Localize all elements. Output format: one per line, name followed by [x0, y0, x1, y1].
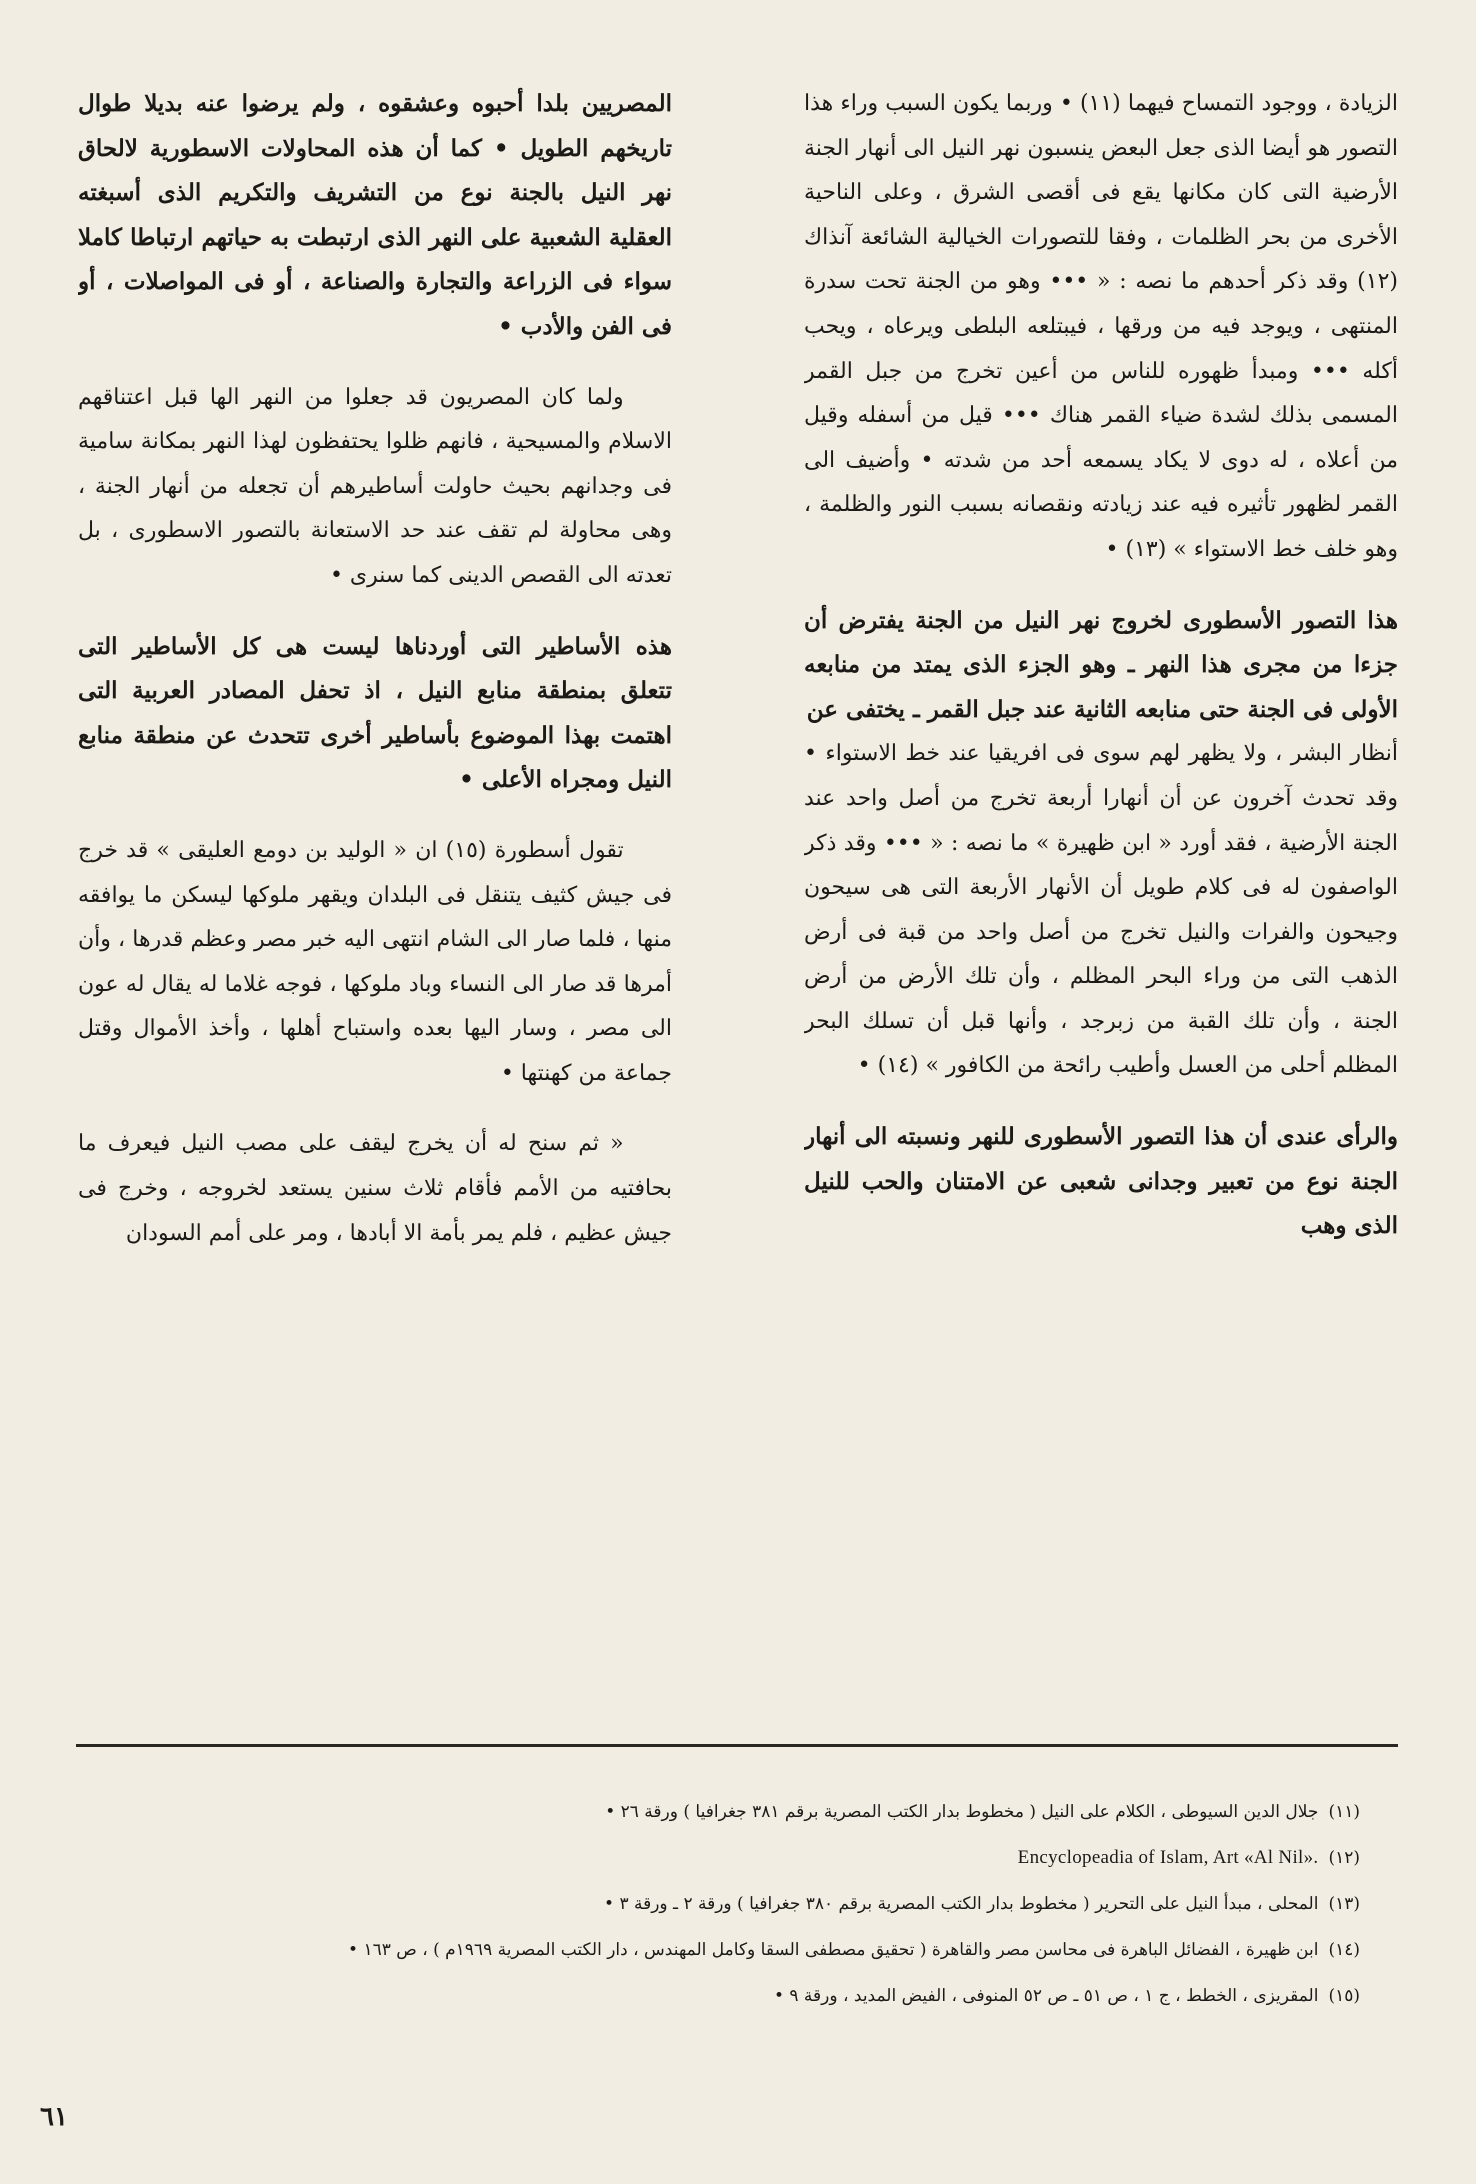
- footnote-number: (١٥): [1328, 1986, 1360, 2006]
- footnote-text: جلال الدين السيوطى ، الكلام على النيل ( مخطوط بدار الكتب المصرية برقم ٣٨١ جغرافيا ) ورقة ٢٦ •: [605, 1802, 1319, 1822]
- bold-paragraph: والرأى عندى أن هذا التصور الأسطورى للنهر ونسبته الى أنهار الجنة نوع من تعبير وجدانى شعبى عن الامتنان والحب للنيل الذى وهب: [804, 1123, 1398, 1240]
- footnote: [96, 1976, 1360, 2016]
- footnotes: [96, 1792, 1360, 2022]
- bold-paragraph: هذا التصور الأسطورى لخروج نهر النيل من الجنة يفترض أن جزءا من مجرى هذا النهر ـ وهو الجزء الذى يمتد من منابعه الأولى فى الجنة حتى منابعه الثانية عند جبل القمر ـ يختفى عن: [804, 606, 1398, 723]
- footnote: [96, 1792, 1360, 1832]
- footnote-number: (١٢): [1328, 1848, 1360, 1868]
- footnote: [96, 1930, 1360, 1970]
- bold-paragraph: المصريين بلدا أحبوه وعشقوه ، ولم يرضوا عنه بديلا طوال تاريخهم الطويل • كما أن هذه المحاولات الاسطورية لالحاق نهر النيل بالجنة نوع من التشريف والتكريم الذى أسبغته العقلية الشعبية على النهر الذى ارتبطت به حياتهم ارتباطا كاملا سواء فى الزراعة والتجارة والصناعة ، أو فى المواصلات ، أو فى الفن والأدب •: [78, 90, 672, 340]
- paragraph: الزيادة ، ووجود التمساح فيهما (١١) • وربما يكون السبب وراء هذا التصور هو أيضا الذى جعل البعض ينسبون نهر النيل الى أنهار الجنة الأرضية التى كان مكانها يقع فى أقصى الشرق ، وعلى الناحية الأخرى من بحر الظلمات ، وفقا للتصورات الخيالية الشائعة آنذاك (١٢) وقد ذكر أحدهم ما نصه : « ••• وهو من الجنة تحت سدرة المنتهى ، ويوجد فيه من ورقها ، فيبتلعه البلطى ويرعاه ، ويحب أكله ••• ومبدأ ظهوره للناس من أعين تخرج من جبل القمر المسمى بذلك لشدة ضياء القمر هناك ••• قيل من أسفله وقيل من أعلاه ، له دوى لا يكاد يسمعه أحد من شدته • وأضيف الى القمر لظهور تأثيره فيه عند زيادته ونقصانه بسبب النور والظلمة ، وهو خلف خط الاستواء » (١٣) •: [804, 91, 1398, 562]
- footnote: [96, 1884, 1360, 1924]
- body-columns: [78, 82, 1398, 1702]
- footnote-number: (١٤): [1328, 1940, 1360, 1960]
- paragraph: « ثم سنح له أن يخرج ليقف على مصب النيل فيعرف ما بحافتيه من الأمم فأقام ثلاث سنين يستعد لخروجه ، وخرج فى جيش عظيم ، فلم يمر بأمة الا أبادها ، ومر على أمم السودان: [78, 1131, 672, 1246]
- footnote-number: (١١): [1328, 1802, 1360, 1822]
- paragraph: تقول أسطورة (١٥) ان « الوليد بن دومع العليقى » قد خرج فى جيش كثيف يتنقل فى البلدان ويقهر ملوكها ليسكن ما يوافقه منها ، فلما صار الى الشام انتهى اليه خبر مصر وعظم قدرها ، وأن أمرها قد صار الى النساء وباد ملوكها ، فوجه غلاما له يقال له عون الى مصر ، وسار اليها بعده واستباح أهلها ، وأخذ الأموال وقتل جماعة من كهنتها •: [78, 837, 672, 1086]
- bold-paragraph: هذه الأساطير التى أوردناها ليست هى كل الأساطير التى تتعلق بمنطقة منابع النيل ، اذ تحفل المصادر العربية التى اهتمت بهذا الموضوع بأساطير أخرى تتحدث عن منطقة منابع النيل ومجراه الأعلى •: [78, 632, 672, 794]
- footnote-text: ابن ظهيرة ، الفضائل الباهرة فى محاسن مصر والقاهرة ( تحقيق مصطفى السقا وكامل المهندس ، دار الكتب المصرية ١٩٦٩م ) ، ص ١٦٣ •: [348, 1940, 1319, 1960]
- footnote-divider: [76, 1744, 1398, 1747]
- paragraph: ولما كان المصريون قد جعلوا من النهر الها قبل اعتناقهم الاسلام والمسيحية ، فانهم ظلوا يحتفظون لهذا النهر بمكانة سامية فى وجدانهم بحيث حاولت أساطيرهم أن تجعله من أنهار الجنة ، وهى محاولة لم تقف عند حد الاستعانة بالتصور الاسطورى ، بل تعدته الى القصص الدينى كما سنرى •: [78, 384, 672, 588]
- footnote: [96, 1838, 1360, 1878]
- footnote-text: Encyclopeadia of Islam, Art «Al Nil».: [1017, 1847, 1319, 1868]
- left-column: [78, 82, 672, 1702]
- footnote-number: (١٣): [1328, 1894, 1360, 1914]
- page-number: ٦١: [40, 2102, 68, 2132]
- footnote-text: المحلى ، مبدأ النيل على التحرير ( مخطوط بدار الكتب المصرية برقم ٣٨٠ جغرافيا ) ورقة ٢ ـ ورقة ٣ •: [604, 1894, 1319, 1914]
- paragraph: أنظار البشر ، ولا يظهر لهم سوى فى افريقيا عند خط الاستواء • وقد تحدث آخرون عن أن أنهارا أربعة تخرج من أصل واحد عند الجنة الأرضية ، فقد أورد « ابن ظهيرة » ما نصه : « ••• وقد ذكر الواصفون له فى كلام طويل أن الأنهار الأربعة التى هى سيحون وجيحون والفرات والنيل تخرج من أصل واحد من قبة فى أرض الذهب التى من وراء البحر المظلم ، وأن تلك الأرض من أرض الجنة ، وأن تلك القبة من زبرجد ، وأنها قبل أن تسلك البحر المظلم أحلى من العسل وأطيب رائحة من الكافور » (١٤) •: [804, 741, 1398, 1079]
- right-column: [804, 82, 1398, 1702]
- footnote-text: المقريزى ، الخطط ، ج ١ ، ص ٥١ ـ ص ٥٢ المنوفى ، الفيض المديد ، ورقة ٩ •: [773, 1986, 1319, 2006]
